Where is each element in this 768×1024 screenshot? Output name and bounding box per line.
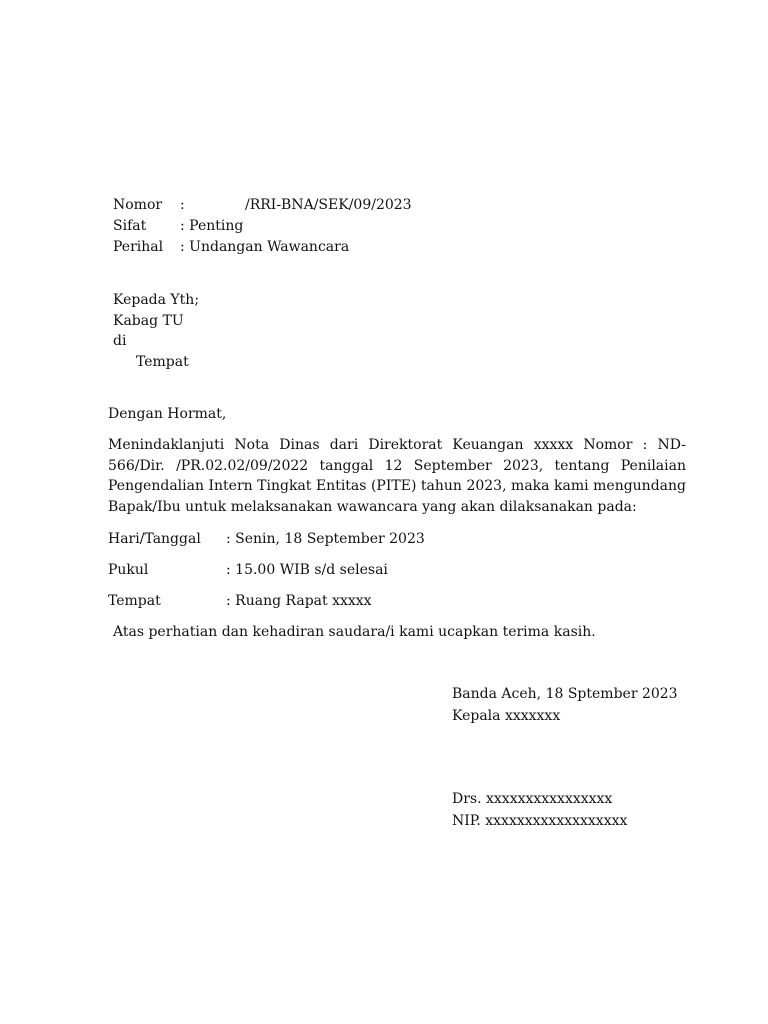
recipient-place: Tempat (136, 354, 189, 370)
pukul-value: : 15.00 WIB s/d selesai (226, 562, 388, 578)
signature-nip: NIP. xxxxxxxxxxxxxxxxxx (452, 813, 628, 829)
nomor-value: /RRI-BNA/SEK/09/2023 (245, 197, 412, 213)
closing-sentence: Atas perhatian dan kehadiran saudara/i kami ucapkan terima kasih. (113, 624, 596, 640)
sifat-label: Sifat (113, 218, 147, 234)
perihal-label: Perihal (113, 239, 164, 255)
body-paragraph: Menindaklanjuti Nota Dinas dari Direktorat Keuangan xxxxx Nomor : ND-566/Dir. /PR.02.02/09/2022 tanggal 12 September 2023, tentang Penilaian Pengendalian Intern Tingkat Entitas (PITE) tahun 2023, maka kami mengundang Bapak/Ibu untuk melaksanakan wawancara yang akan dilaksanakan pada: (108, 437, 686, 516)
perihal-value: : Undangan Wawancara (180, 239, 350, 255)
nomor-label: Nomor (113, 197, 163, 213)
signature-position: Kepala xxxxxxx (452, 708, 561, 724)
tempat-value: : Ruang Rapat xxxxx (226, 593, 372, 609)
signature-place-date: Banda Aceh, 18 Sptember 2023 (452, 686, 678, 702)
hari-value: : Senin, 18 September 2023 (226, 531, 425, 547)
nomor-colon: : (180, 197, 185, 213)
greeting: Dengan Hormat, (108, 406, 227, 422)
signature-name: Drs. xxxxxxxxxxxxxxxx (452, 791, 613, 807)
pukul-label: Pukul (108, 562, 149, 578)
recipient-salutation: Kepada Yth; (113, 292, 200, 308)
recipient-di: di (113, 333, 127, 349)
hari-label: Hari/Tanggal (108, 531, 201, 547)
sifat-value: : Penting (180, 218, 244, 234)
tempat-label: Tempat (108, 593, 161, 609)
recipient-name: Kabag TU (113, 313, 184, 329)
